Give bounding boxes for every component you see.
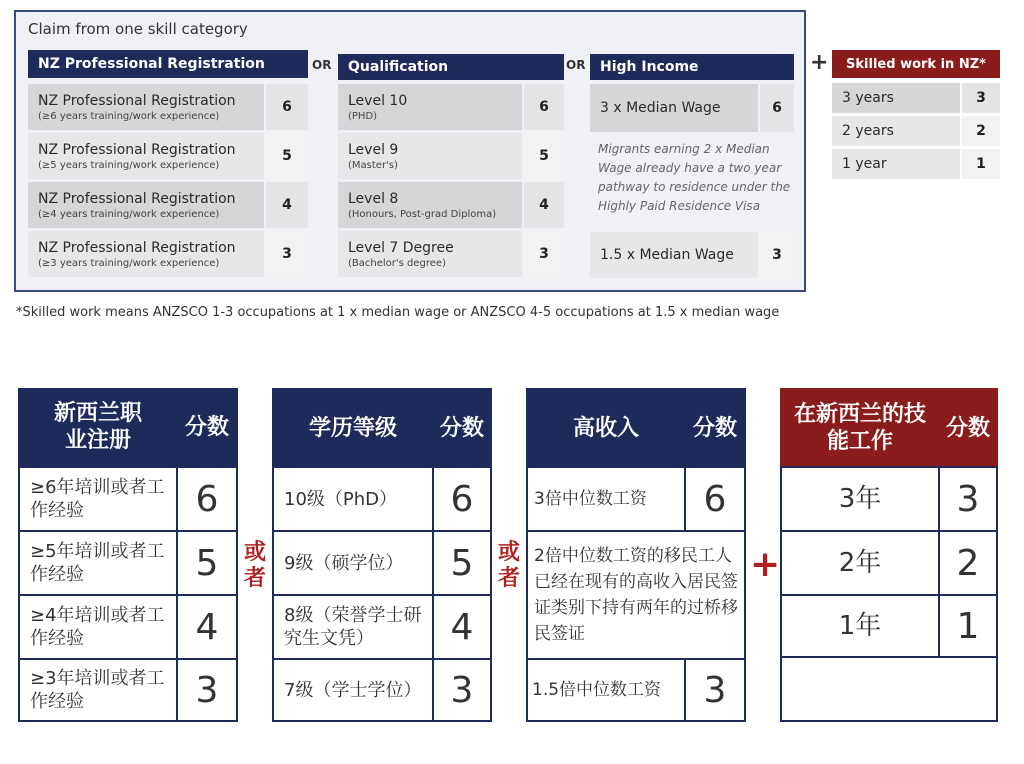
registration-row: NZ Professional Registration (≥6 years training/work experience) xyxy=(28,84,264,130)
table-caption: Claim from one skill category xyxy=(28,20,248,38)
skilled-work-row: 2 years xyxy=(832,116,960,146)
qualification-header: Qualification xyxy=(338,54,564,80)
cn-registration-points: 6 xyxy=(176,466,238,532)
cn-qualification-row: 8级（荣誉学士研究生文凭） xyxy=(272,594,434,660)
cn-skilled-work-points-header: 分数 xyxy=(938,388,998,468)
registration-points: 5 xyxy=(266,133,308,179)
cn-registration-points-header: 分数 xyxy=(176,388,238,466)
cn-qualification-points-header: 分数 xyxy=(432,388,492,468)
cn-or-label: 或者 xyxy=(497,540,520,591)
qualification-row: Level 10 (PHD) xyxy=(338,84,522,130)
cn-high-income-points: 3 xyxy=(684,658,746,722)
cn-high-income-note: 2倍中位数工资的移民工人已经在现有的高收入居民签证类别下持有两年的过桥移民签证 xyxy=(526,530,746,660)
qualification-points: 4 xyxy=(524,182,564,228)
high-income-row: 3 x Median Wage xyxy=(590,84,758,132)
plus-icon: + xyxy=(810,50,829,75)
cn-registration-points: 4 xyxy=(176,594,238,660)
cn-skilled-work-row: 2年 xyxy=(780,530,940,596)
cn-registration-row: ≥4年培训或者工作经验 xyxy=(18,594,178,660)
qualification-points: 3 xyxy=(524,231,564,277)
high-income-note: Migrants earning 2 x Median Wage already have a two year pathway to residence under the Highly Paid Residence Visa xyxy=(598,142,791,213)
registration-row: NZ Professional Registration (≥5 years training/work experience) xyxy=(28,133,264,179)
cn-qualification-points: 6 xyxy=(432,466,492,532)
cn-plus-icon: + xyxy=(750,544,781,585)
skilled-work-points: 3 xyxy=(962,83,1000,113)
cn-qualification-points: 4 xyxy=(432,594,492,660)
registration-points: 3 xyxy=(266,231,308,277)
skilled-work-points: 2 xyxy=(962,116,1000,146)
cn-skilled-work-row: 3年 xyxy=(780,466,940,532)
registration-header: NZ Professional Registration xyxy=(28,50,308,78)
high-income-header: High Income xyxy=(590,54,794,80)
high-income-points: 3 xyxy=(760,232,794,278)
cn-qualification-row: 7级（学士学位） xyxy=(272,658,434,722)
cn-high-income-row: 1.5倍中位数工资 xyxy=(526,658,686,722)
skilled-work-header: Skilled work in NZ* xyxy=(832,50,1000,78)
cn-skilled-work-points: 2 xyxy=(938,530,998,596)
skilled-work-points: 1 xyxy=(962,149,1000,179)
cn-skilled-work-points: 3 xyxy=(938,466,998,532)
registration-points: 4 xyxy=(266,182,308,228)
registration-points: 6 xyxy=(266,84,308,130)
cn-high-income-points: 6 xyxy=(684,466,746,532)
qualification-points: 6 xyxy=(524,84,564,130)
high-income-points: 6 xyxy=(760,84,794,132)
qualification-row: Level 9 (Master's) xyxy=(338,133,522,179)
cn-qualification-header: 学历等级 xyxy=(272,388,434,468)
or-label: OR xyxy=(566,58,586,72)
registration-row: NZ Professional Registration (≥4 years training/work experience) xyxy=(28,182,264,228)
cn-registration-points: 3 xyxy=(176,658,238,722)
qualification-points: 5 xyxy=(524,133,564,179)
high-income-row: 1.5 x Median Wage xyxy=(590,232,758,278)
cn-skilled-work-points: 1 xyxy=(938,594,998,658)
skilled-work-row: 3 years xyxy=(832,83,960,113)
cn-qualification-points: 5 xyxy=(432,530,492,596)
cn-skilled-work-empty-row xyxy=(780,656,998,722)
cn-high-income-row: 3倍中位数工资 xyxy=(526,466,686,532)
cn-high-income-points-header: 分数 xyxy=(684,388,746,468)
cn-registration-row: ≥6年培训或者工作经验 xyxy=(18,466,178,532)
cn-skilled-work-row: 1年 xyxy=(780,594,940,658)
registration-row: NZ Professional Registration (≥3 years training/work experience) xyxy=(28,231,264,277)
cn-registration-header: 新西兰职业注册 xyxy=(18,388,178,466)
english-points-table xyxy=(14,10,806,292)
qualification-row: Level 8 (Honours, Post-grad Diploma) xyxy=(338,182,522,228)
cn-or-label: 或者 xyxy=(243,540,266,591)
footnote: *Skilled work means ANZSCO 1-3 occupations at 1 x median wage or ANZSCO 4-5 occupations at 1.5 x median wage xyxy=(16,305,780,320)
cn-registration-points: 5 xyxy=(176,530,238,596)
qualification-row: Level 7 Degree (Bachelor's degree) xyxy=(338,231,522,277)
cn-qualification-points: 3 xyxy=(432,658,492,722)
skilled-work-row: 1 year xyxy=(832,149,960,179)
cn-registration-row: ≥3年培训或者工作经验 xyxy=(18,658,178,722)
cn-registration-row: ≥5年培训或者工作经验 xyxy=(18,530,178,596)
or-label: OR xyxy=(312,58,332,72)
cn-qualification-row: 9级（硕学位） xyxy=(272,530,434,596)
cn-qualification-row: 10级（PhD） xyxy=(272,466,434,532)
cn-skilled-work-header: 在新西兰的技能工作 xyxy=(780,388,940,468)
cn-high-income-header: 高收入 xyxy=(526,388,686,468)
